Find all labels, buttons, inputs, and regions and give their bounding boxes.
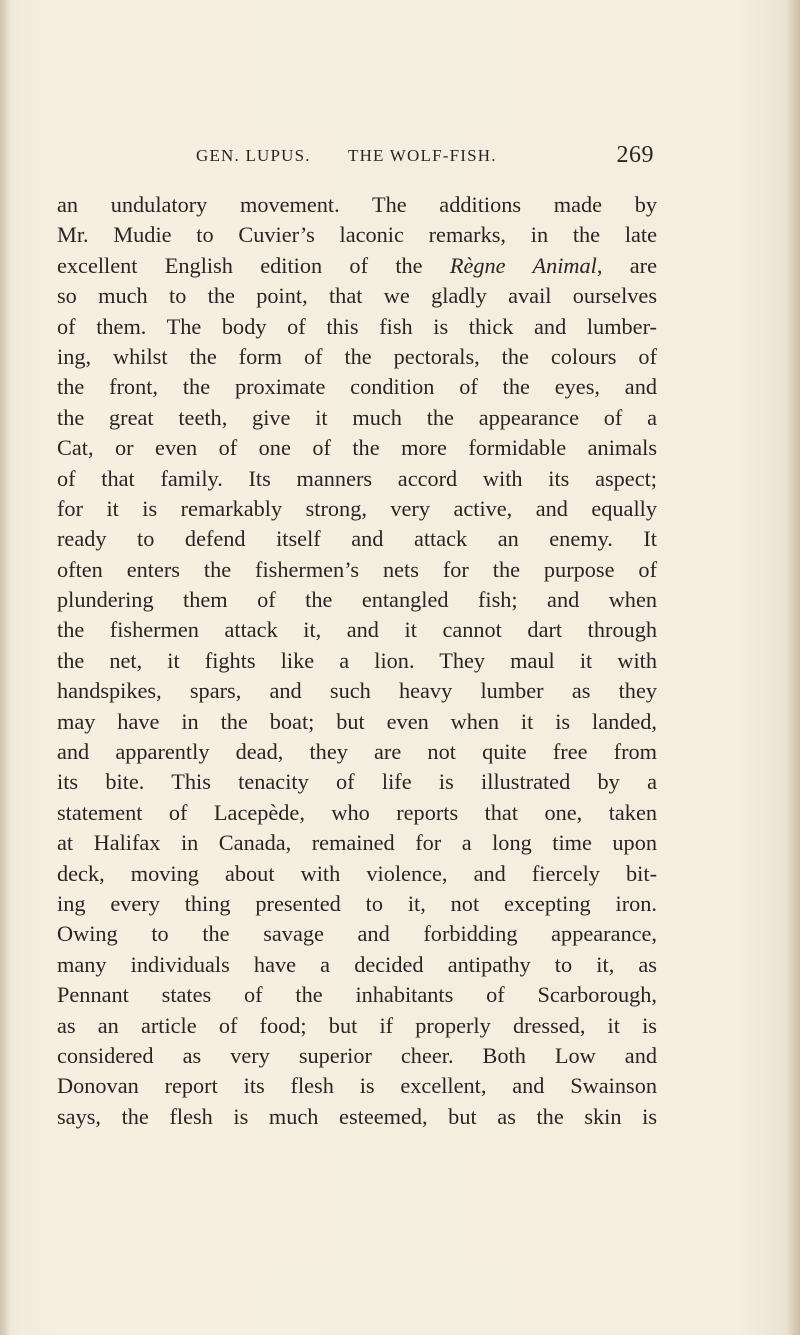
text-line: handspikes, spars, and such heavy lumber as they <box>57 678 657 704</box>
text-line: Cat, or even of one of the more formidable animals <box>57 435 657 461</box>
text-line: says, the flesh is much esteemed, but as the skin is <box>57 1103 657 1129</box>
text-line: of them. The body of this fish is thick and lumber- <box>57 313 657 339</box>
text-line: Mr. Mudie to Cuvier’s laconic remarks, in the late <box>57 222 657 248</box>
text-line: deck, moving about with violence, and fiercely bit- <box>57 860 657 886</box>
text-line: ing every thing presented to it, not excepting iron. <box>57 890 657 916</box>
text-line: and apparently dead, they are not quite free from <box>57 739 657 765</box>
text-line: its bite. This tenacity of life is illustrated by a <box>57 769 657 795</box>
page-edge <box>786 0 800 1335</box>
text-line: at Halifax in Canada, remained for a long time upon <box>57 830 657 856</box>
text-line: an undulatory movement. The additions made by <box>57 192 657 217</box>
text-fragment: excellent English edition of the <box>57 252 450 278</box>
running-head-genus: GEN. LUPUS. <box>196 146 311 165</box>
text-line: the net, it fights like a lion. They maul it with <box>57 647 657 673</box>
text-line: of that family. Its manners accord with its aspect; <box>57 465 657 491</box>
text-line: often enters the fishermen’s nets for the purpose of <box>57 556 657 582</box>
text-line: many individuals have a decided antipathy to it, as <box>57 951 657 977</box>
text-line: the great teeth, give it much the appearance of a <box>57 404 657 430</box>
text-line: the front, the proximate condition of the eyes, and <box>57 374 657 400</box>
text-line: statement of Lacepède, who reports that one, taken <box>57 799 657 825</box>
text-line: as an article of food; but if properly dressed, it is <box>57 1012 657 1038</box>
body-text <box>57 190 657 1132</box>
text-line: so much to the point, that we gladly avail ourselves <box>57 283 657 309</box>
text-line: for it is remarkably strong, very active, and equally <box>57 495 657 521</box>
text-fragment: , are <box>596 252 657 278</box>
italic-title: Règne Animal <box>449 252 597 278</box>
text-line: the fishermen attack it, and it cannot dart through <box>57 617 657 643</box>
text-line: Owing to the savage and forbidding appearance, <box>57 921 657 947</box>
text-line: Donovan report its flesh is excellent, and Swainson <box>57 1073 657 1099</box>
text-line: ready to defend itself and attack an enemy. It <box>57 526 657 552</box>
text-line: considered as very superior cheer. Both Low and <box>57 1042 657 1068</box>
text-line: Pennant states of the inhabitants of Scarborough, <box>57 982 657 1008</box>
text-line: may have in the boat; but even when it is landed, <box>57 708 657 734</box>
gutter-shadow <box>0 0 10 1335</box>
running-head-title: THE WOLF-FISH. <box>348 146 497 165</box>
page-number: 269 <box>616 142 654 168</box>
running-head <box>196 142 654 172</box>
text-line-with-italic <box>57 251 657 281</box>
text-line: ing, whilst the form of the pectorals, the colours of <box>57 343 657 369</box>
text-line: plundering them of the entangled fish; and when <box>57 587 657 613</box>
